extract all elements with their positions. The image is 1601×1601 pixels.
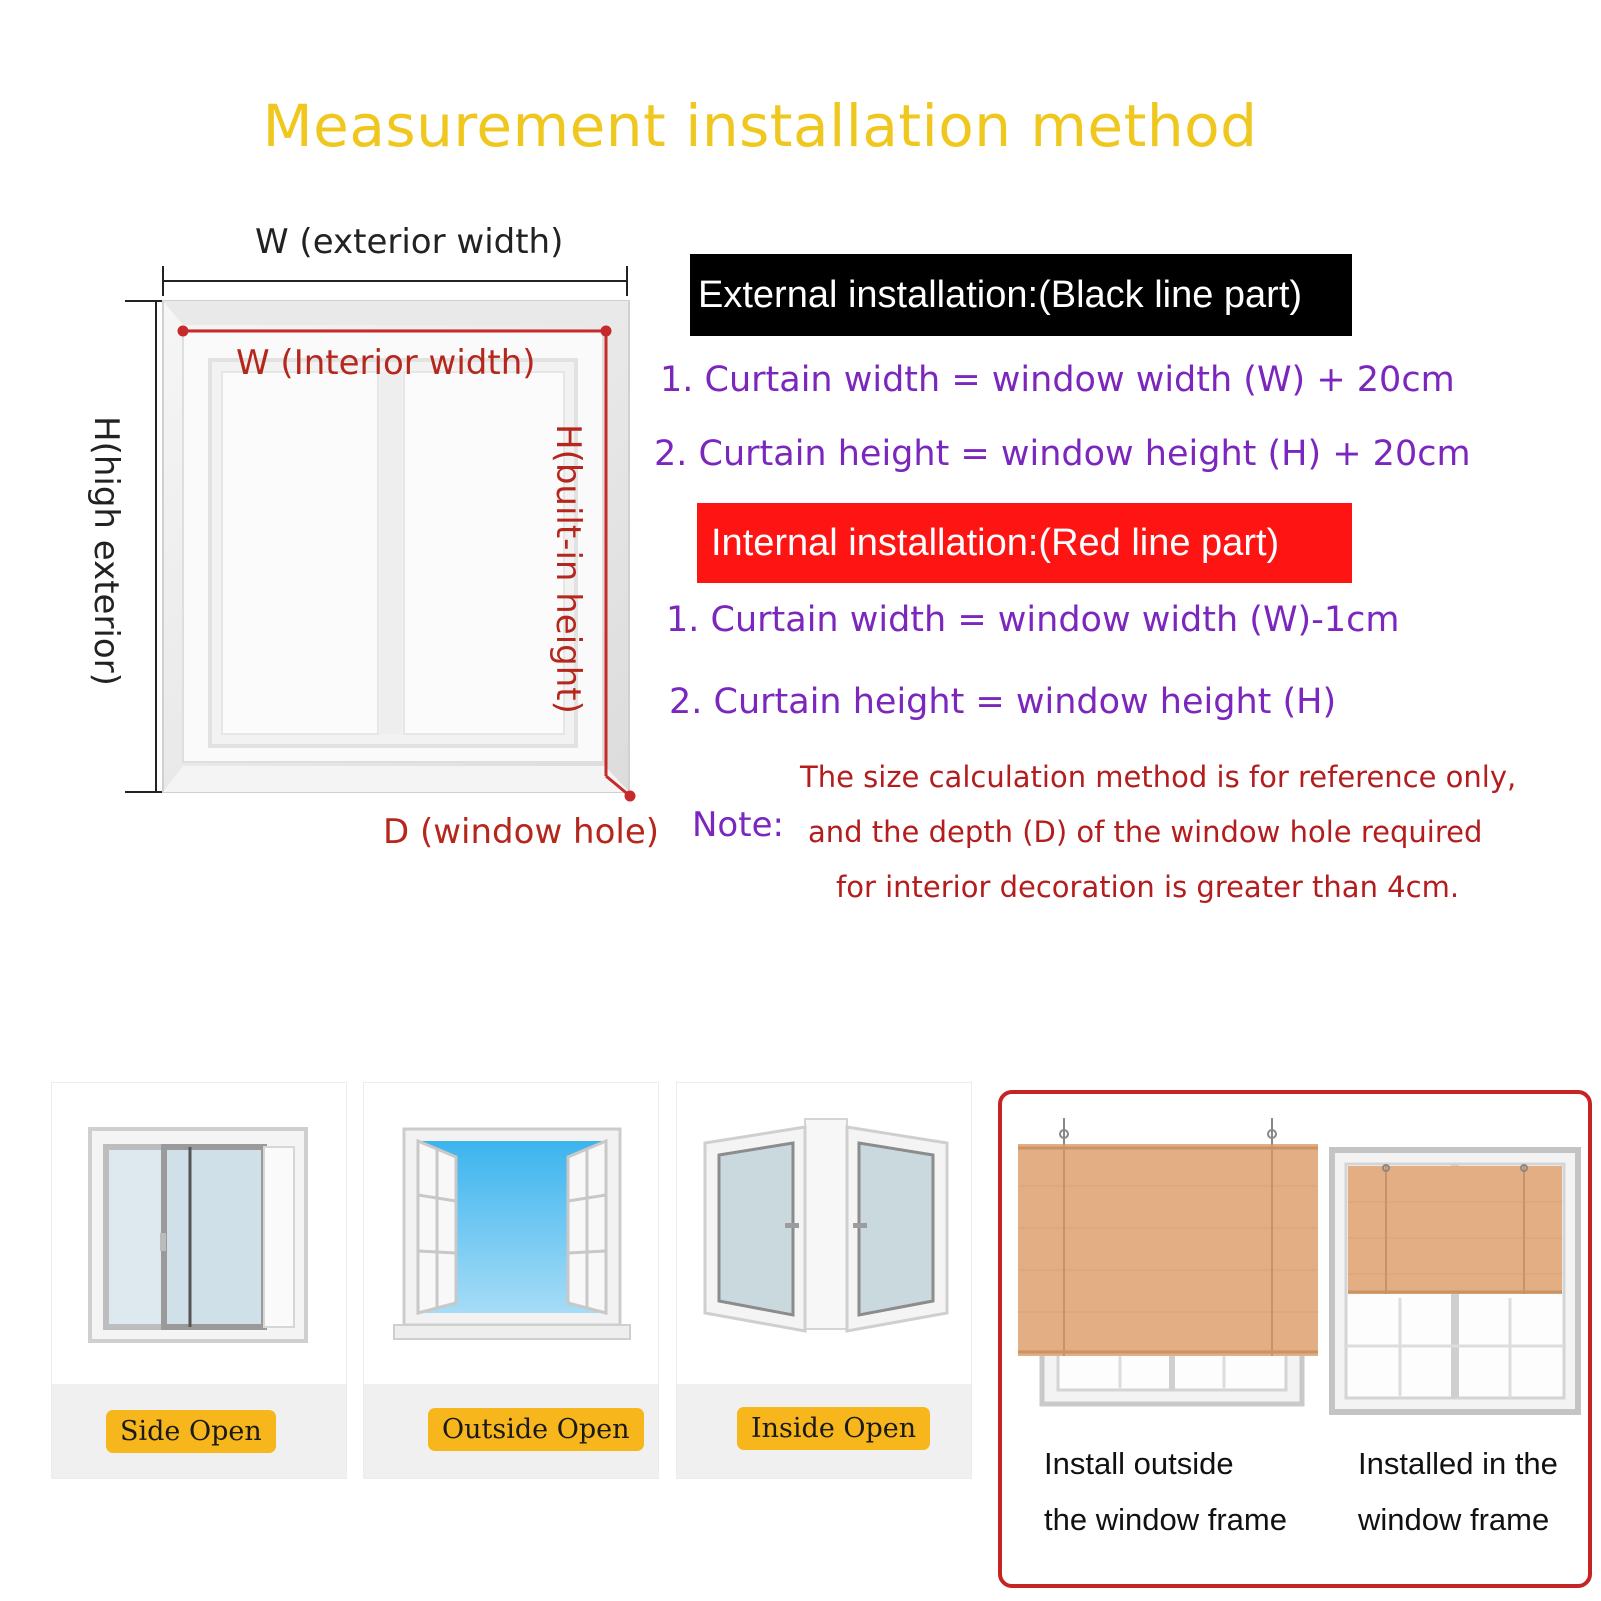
inside-open-label: Inside Open (737, 1407, 930, 1450)
inward-casement-window-icon (701, 1113, 951, 1343)
sliding-window-icon (82, 1109, 318, 1349)
note-line-3: for interior decoration is greater than 4cm. (836, 870, 1460, 904)
outward-casement-window-icon (390, 1123, 634, 1353)
install-outside-line-1: Install outside (1044, 1446, 1234, 1481)
window-type-card-outside-open (363, 1082, 659, 1479)
external-width-formula: 1. Curtain width = window width (W) + 20cm (660, 360, 1455, 400)
external-height-formula: 2. Curtain height = window height (H) + 20cm (654, 434, 1471, 474)
builtin-height-label: H(built-in height) (548, 424, 588, 714)
internal-width-formula: 1. Curtain width = window width (W)-1cm (666, 600, 1400, 640)
window-hole-depth-label: D (window hole) (383, 812, 660, 852)
note-line-2: and the depth (D) of the window hole required (808, 815, 1483, 849)
window-measurement-diagram (0, 0, 700, 830)
page-title: Measurement installation method (262, 92, 1258, 160)
internal-height-formula: 2. Curtain height = window height (H) (669, 682, 1337, 722)
window-type-card-inside-open (676, 1082, 972, 1479)
install-outside-line-2: the window frame (1044, 1502, 1287, 1537)
window-type-card-side-open (51, 1082, 347, 1479)
exterior-width-label: W (exterior width) (255, 222, 564, 262)
exterior-height-dimension (125, 301, 163, 792)
install-inside-line-2: window frame (1358, 1502, 1550, 1537)
external-installation-header: External installation:(Black line part) (690, 254, 1352, 336)
install-inside-line-1: Installed in the (1358, 1446, 1558, 1481)
side-open-label: Side Open (106, 1410, 276, 1453)
install-options-panel (998, 1090, 1592, 1588)
exterior-height-label: H(high exterior) (86, 416, 126, 686)
internal-installation-header: Internal installation:(Red line part) (697, 503, 1352, 583)
interior-width-label: W (Interior width) (236, 343, 536, 383)
note-line-1: The size calculation method is for reference only, (800, 760, 1517, 794)
blind-inside-frame-icon (1328, 1146, 1582, 1416)
blind-outside-frame-icon (1012, 1114, 1322, 1414)
exterior-width-dimension (163, 266, 627, 296)
outside-open-label: Outside Open (428, 1408, 644, 1451)
note-label: Note: (692, 805, 784, 845)
